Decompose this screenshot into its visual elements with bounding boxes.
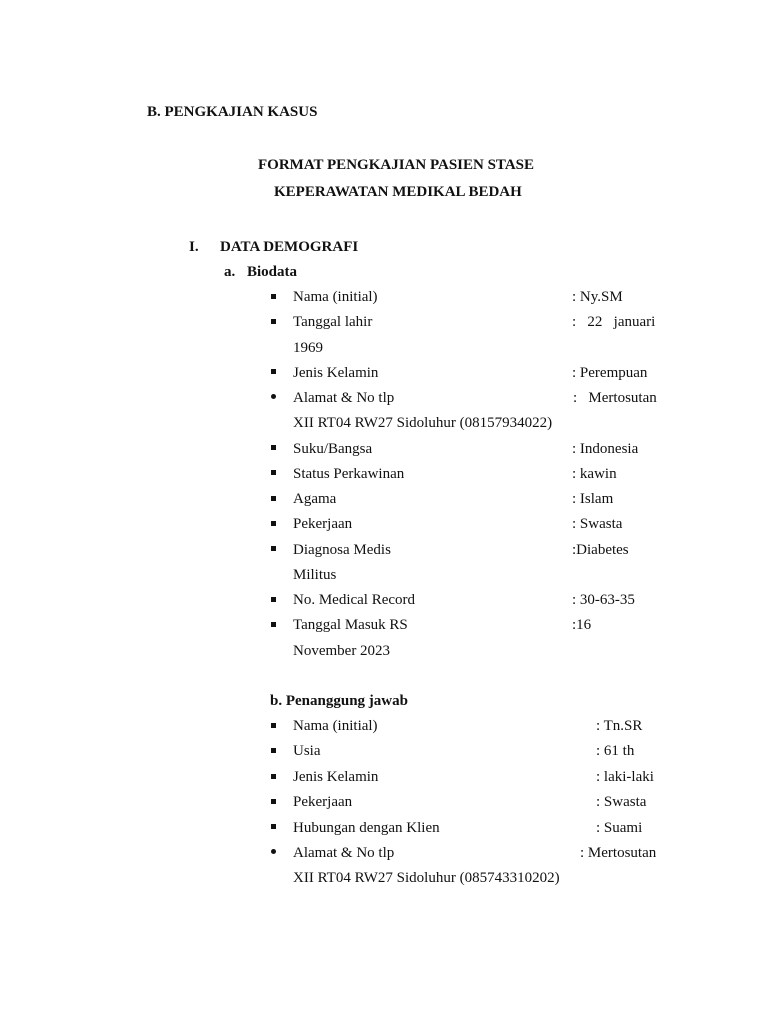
biodata-value-continuation: 1969: [293, 340, 323, 356]
bullet-icon: [271, 748, 276, 753]
bullet-icon: [271, 294, 276, 299]
penanggung-value: : Suami: [596, 820, 643, 836]
biodata-value: : 30-63-35: [572, 592, 635, 608]
biodata-value: : 22 januari: [572, 314, 656, 330]
penanggung-value: : Swasta: [596, 794, 647, 810]
biodata-label: Alamat & No tlp: [293, 390, 395, 406]
title-line-2: KEPERAWATAN MEDIKAL BEDAH: [274, 184, 522, 200]
biodata-value: :Diabetes: [572, 542, 629, 558]
biodata-letter: a.: [224, 264, 236, 280]
biodata-value: : Perempuan: [572, 365, 648, 381]
biodata-value: : Ny.SM: [572, 289, 623, 305]
bullet-icon: [271, 849, 276, 854]
biodata-label: Tanggal Masuk RS: [293, 617, 408, 633]
penanggung-label: Pekerjaan: [293, 794, 353, 810]
bullet-icon: [271, 394, 276, 399]
biodata-value: :16: [572, 617, 592, 633]
biodata-label: Agama: [293, 491, 337, 507]
biodata-value: : Indonesia: [572, 441, 639, 457]
biodata-value: : kawin: [572, 466, 617, 482]
biodata-label: Status Perkawinan: [293, 466, 405, 482]
biodata-label: No. Medical Record: [293, 592, 416, 608]
bullet-icon: [271, 369, 276, 374]
bullet-icon: [271, 445, 276, 450]
biodata-value-continuation: XII RT04 RW27 Sidoluhur (08157934022): [293, 415, 553, 431]
part-title: DATA DEMOGRAFI: [220, 239, 359, 255]
biodata-label: Nama (initial): [293, 289, 378, 305]
bullet-icon: [271, 546, 276, 551]
penanggung-value: : Mertosutan: [580, 845, 657, 861]
bullet-icon: [271, 799, 276, 804]
penanggung-heading: b. Penanggung jawab: [270, 693, 408, 709]
bullet-icon: [271, 622, 276, 627]
biodata-label: Tanggal lahir: [293, 314, 373, 330]
penanggung-value: : 61 th: [596, 743, 635, 759]
penanggung-label: Alamat & No tlp: [293, 845, 395, 861]
biodata-label: Suku/Bangsa: [293, 441, 373, 457]
penanggung-label: Jenis Kelamin: [293, 769, 379, 785]
section-heading: B. PENGKAJIAN KASUS: [147, 104, 318, 120]
bullet-icon: [271, 470, 276, 475]
biodata-value-continuation: Militus: [293, 567, 337, 583]
biodata-value: : Swasta: [572, 516, 623, 532]
penanggung-value: : laki-laki: [596, 769, 654, 785]
bullet-icon: [271, 824, 276, 829]
bullet-icon: [271, 597, 276, 602]
biodata-label: Pekerjaan: [293, 516, 353, 532]
penanggung-label: Usia: [293, 743, 321, 759]
bullet-icon: [271, 723, 276, 728]
biodata-value: : Islam: [572, 491, 614, 507]
bullet-icon: [271, 319, 276, 324]
biodata-label: Jenis Kelamin: [293, 365, 379, 381]
penanggung-value-continuation: XII RT04 RW27 Sidoluhur (085743310202): [293, 870, 560, 886]
penanggung-value: : Tn.SR: [596, 718, 643, 734]
biodata-label: Diagnosa Medis: [293, 542, 391, 558]
bullet-icon: [271, 774, 276, 779]
bullet-icon: [271, 496, 276, 501]
bullet-icon: [271, 521, 276, 526]
title-line-1: FORMAT PENGKAJIAN PASIEN STASE: [258, 157, 535, 173]
biodata-value: : Mertosutan: [573, 390, 657, 406]
penanggung-label: Hubungan dengan Klien: [293, 820, 440, 836]
part-number: I.: [189, 239, 199, 255]
biodata-heading: Biodata: [247, 264, 298, 280]
penanggung-label: Nama (initial): [293, 718, 378, 734]
biodata-value-continuation: November 2023: [293, 643, 391, 659]
